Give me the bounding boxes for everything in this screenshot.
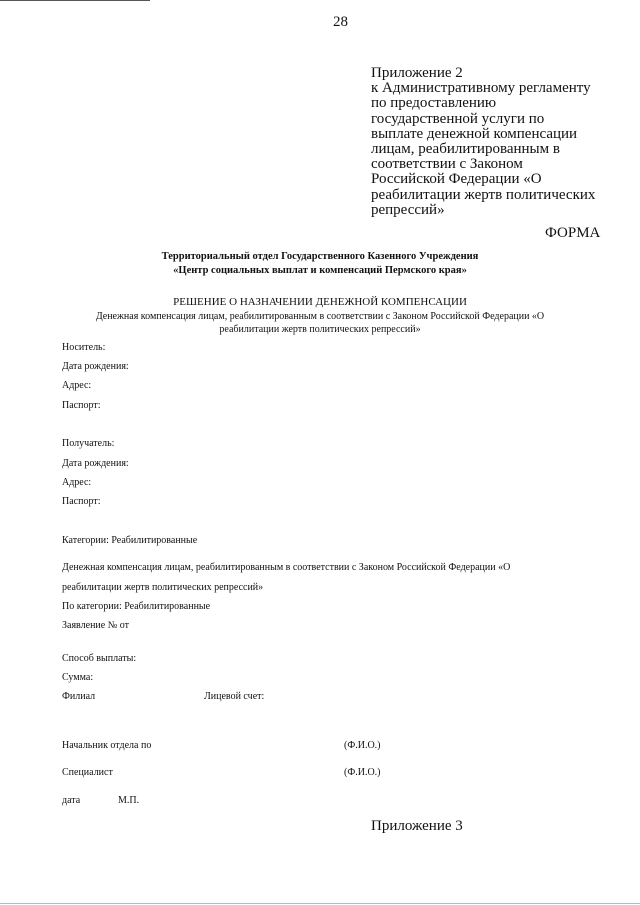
by-category: По категории: Реабилитированные [62,601,211,612]
next-appendix-title: Приложение 3 [371,818,463,834]
organization-line-1: Территориальный отдел Государственного Казенного Учреждения [161,251,479,262]
categories: Категории: Реабилитированные [62,535,198,546]
appendix-line: Российской Федерации «О [371,171,542,188]
appendix-line: репрессий» [371,201,445,218]
carrier-label: Носитель: [62,342,106,353]
seal-label: М.П. [118,795,140,806]
head-of-department: Начальник отдела по [62,740,152,751]
recipient-address: Адрес: [62,477,92,488]
carrier-address: Адрес: [62,380,92,391]
appendix-line: лицам, реабилитированным в [371,141,560,158]
page-number: 28 [333,14,348,30]
organization-line-2: «Центр социальных выплат и компенсаций Пермского края» [173,265,467,276]
recipient-label: Получатель: [62,438,115,449]
recipient-passport: Паспорт: [62,496,101,507]
carrier-birth-date: Дата рождения: [62,361,129,372]
decision-title: РЕШЕНИЕ О НАЗНАЧЕНИИ ДЕНЕЖНОЙ КОМПЕНСАЦИИ [173,296,467,308]
compensation-line-1: Денежная компенсация лицам, реабилитированным в соответствии с Законом Российской Федерации «О [62,562,511,573]
compensation-line-2: реабилитации жертв политических репрессий» [62,582,264,593]
payment-amount: Сумма: [62,672,94,683]
carrier-passport: Паспорт: [62,400,101,411]
head-fio: (Ф.И.О.) [344,740,381,751]
appendix-line: соответствии с Законом [371,156,523,173]
decision-subtitle-line-2: реабилитации жертв политических репрессий» [219,324,421,335]
form-label: ФОРМА [545,225,601,241]
application-number: Заявление № от [62,620,129,631]
account-label: Лицевой счет: [204,691,265,702]
top-rule [0,0,150,1]
payment-method: Способ выплаты: [62,653,137,664]
specialist: Специалист [62,767,113,778]
branch-label: Филиал [62,691,96,702]
decision-subtitle-line-1: Денежная компенсация лицам, реабилитированным в соответствии с Законом Российской Федерации «О [95,311,545,322]
appendix-line: по предоставлению [371,95,497,112]
appendix-line: государственной услуги по [371,110,545,127]
specialist-fio: (Ф.И.О.) [344,767,381,778]
date-label: дата [62,795,81,806]
appendix-note [371,66,595,218]
recipient-birth-date: Дата рождения: [62,458,129,469]
appendix-line: реабилитации жертв политических [371,186,596,203]
bottom-rule [0,903,640,904]
appendix-line: выплате денежной компенсации [371,125,578,142]
appendix-line: Приложение 2 [371,65,463,81]
appendix-line: к Административному регламенту [371,80,591,97]
